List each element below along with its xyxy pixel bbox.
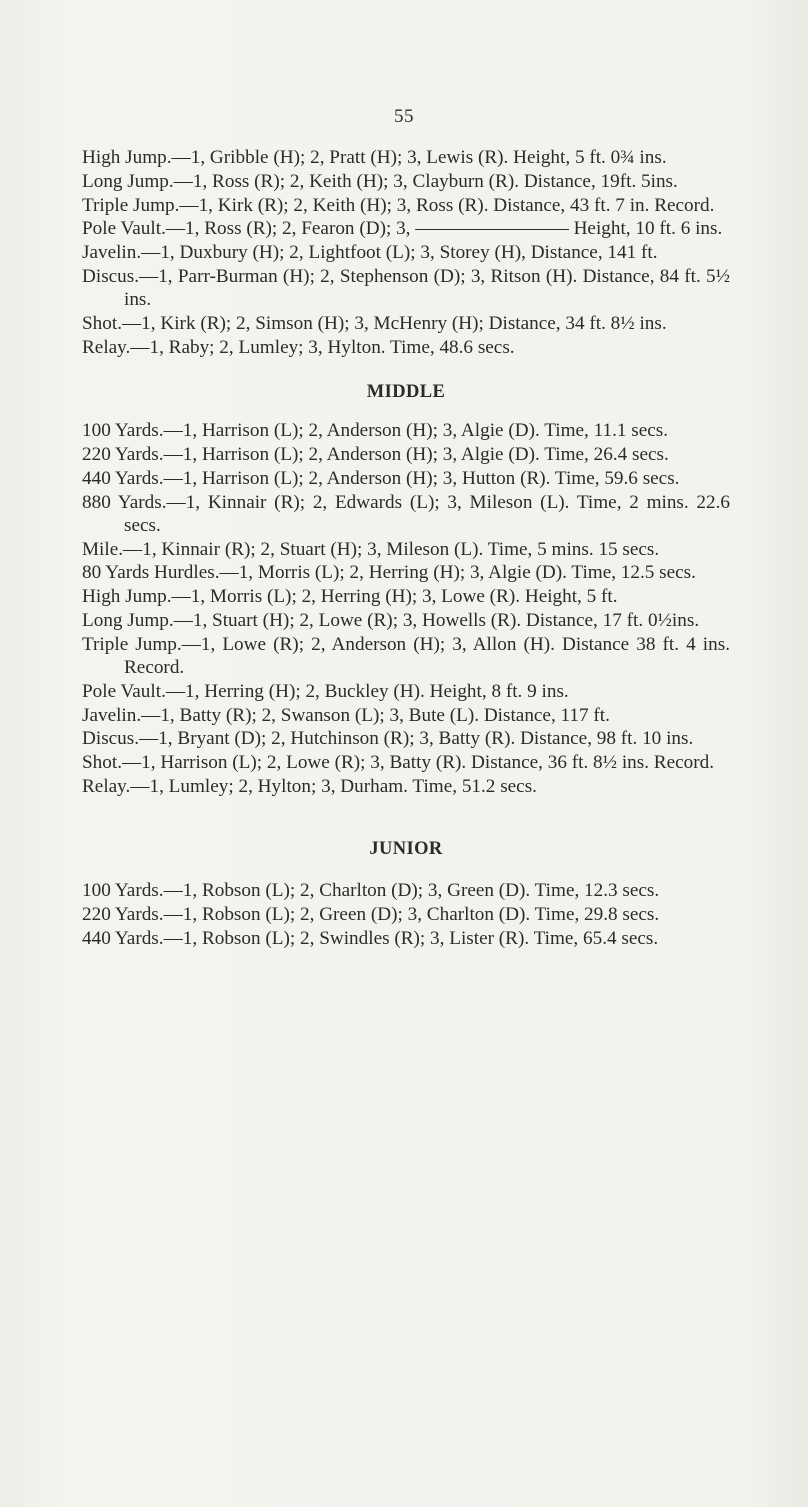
- result-entry: 220 Yards.—1, Harrison (L); 2, Anderson (H); 3, Algie (D). Time, 26.4 secs.: [82, 443, 669, 465]
- section-middle: [82, 381, 730, 798]
- result-entry: Discus.—1, Bryant (D); 2, Hutchinson (R); 3, Batty (R). Distance, 98 ft. 10 ins.: [82, 728, 694, 750]
- result-entry: 80 Yards Hurdles.—1, Morris (L); 2, Herring (H); 3, Algie (D). Time, 12.5 secs.: [82, 562, 696, 584]
- result-entry: Javelin.—1, Batty (R); 2, Swanson (L); 3, Bute (L). Distance, 117 ft.: [82, 704, 610, 726]
- result-entry: Relay.—1, Raby; 2, Lumley; 3, Hylton. Time, 48.6 secs.: [82, 336, 515, 358]
- result-entry: Long Jump.—1, Stuart (H); 2, Lowe (R); 3, Howells (R). Distance, 17 ft. 0½ins.: [82, 609, 700, 631]
- result-entry: 100 Yards.—1, Harrison (L); 2, Anderson (H); 3, Algie (D). Time, 11.1 secs.: [82, 420, 669, 442]
- result-entry: Pole Vault.—1, Ross (R); 2, Fearon (D); 3, ———————— Height, 10 ft. 6 ins.: [82, 218, 723, 240]
- result-entry: Pole Vault.—1, Herring (H); 2, Buckley (H). Height, 8 ft. 9 ins.: [82, 680, 569, 702]
- result-entry: High Jump.—1, Gribble (H); 2, Pratt (H); 3, Lewis (R). Height, 5 ft. 0¾ ins.: [82, 147, 667, 168]
- result-entry: Relay.—1, Lumley; 2, Hylton; 3, Durham. Time, 51.2 secs.: [82, 775, 537, 797]
- result-entry: 440 Yards.—1, Harrison (L); 2, Anderson (H); 3, Hutton (R). Time, 59.6 secs.: [82, 467, 680, 489]
- section-heading-middle: MIDDLE: [366, 381, 446, 402]
- result-entry: Triple Jump.—1, Kirk (R); 2, Keith (H); 3, Ross (R). Distance, 43 ft. 7 in. Record.: [82, 194, 715, 216]
- results-content: [82, 146, 730, 951]
- section-heading-junior: JUNIOR: [369, 839, 443, 860]
- result-entry: 220 Yards.—1, Robson (L); 2, Green (D); 3, Charlton (D). Time, 29.8 secs.: [82, 904, 660, 926]
- page-number: 55: [394, 106, 414, 127]
- result-entry: Javelin.—1, Duxbury (H); 2, Lightfoot (L); 3, Storey (H), Distance, 141 ft.: [82, 242, 658, 264]
- result-entry: Shot.—1, Harrison (L); 2, Lowe (R); 3, Batty (R). Distance, 36 ft. 8½ ins. Record.: [82, 752, 715, 774]
- result-entry: 880 Yards.—1, Kinnair (R); 2, Edwards (L); 3, Mileson (L). Time, 2 mins. 22.6 secs.: [82, 491, 730, 536]
- result-entry: 440 Yards.—1, Robson (L); 2, Swindles (R); 3, Lister (R). Time, 65.4 secs.: [82, 927, 659, 949]
- result-entry: High Jump.—1, Morris (L); 2, Herring (H); 3, Lowe (R). Height, 5 ft.: [82, 586, 618, 608]
- result-entry: Long Jump.—1, Ross (R); 2, Keith (H); 3, Clayburn (R). Distance, 19ft. 5ins.: [82, 170, 678, 192]
- result-entry: Shot.—1, Kirk (R); 2, Simson (H); 3, McHenry (H); Distance, 34 ft. 8½ ins.: [82, 312, 667, 334]
- result-entry: 100 Yards.—1, Robson (L); 2, Charlton (D); 3, Green (D). Time, 12.3 secs.: [82, 880, 660, 902]
- result-entry: Discus.—1, Parr-Burman (H); 2, Stephenson (D); 3, Ritson (H). Distance, 84 ft. 5½ ins.: [82, 265, 730, 311]
- result-entry: Mile.—1, Kinnair (R); 2, Stuart (H); 3, Mileson (L). Time, 5 mins. 15 secs.: [82, 538, 660, 560]
- section-junior: [82, 838, 730, 950]
- result-entry: Triple Jump.—1, Lowe (R); 2, Anderson (H); 3, Allon (H). Distance 38 ft. 4 ins. Record.: [82, 633, 730, 678]
- section-senior-continued: [82, 146, 730, 359]
